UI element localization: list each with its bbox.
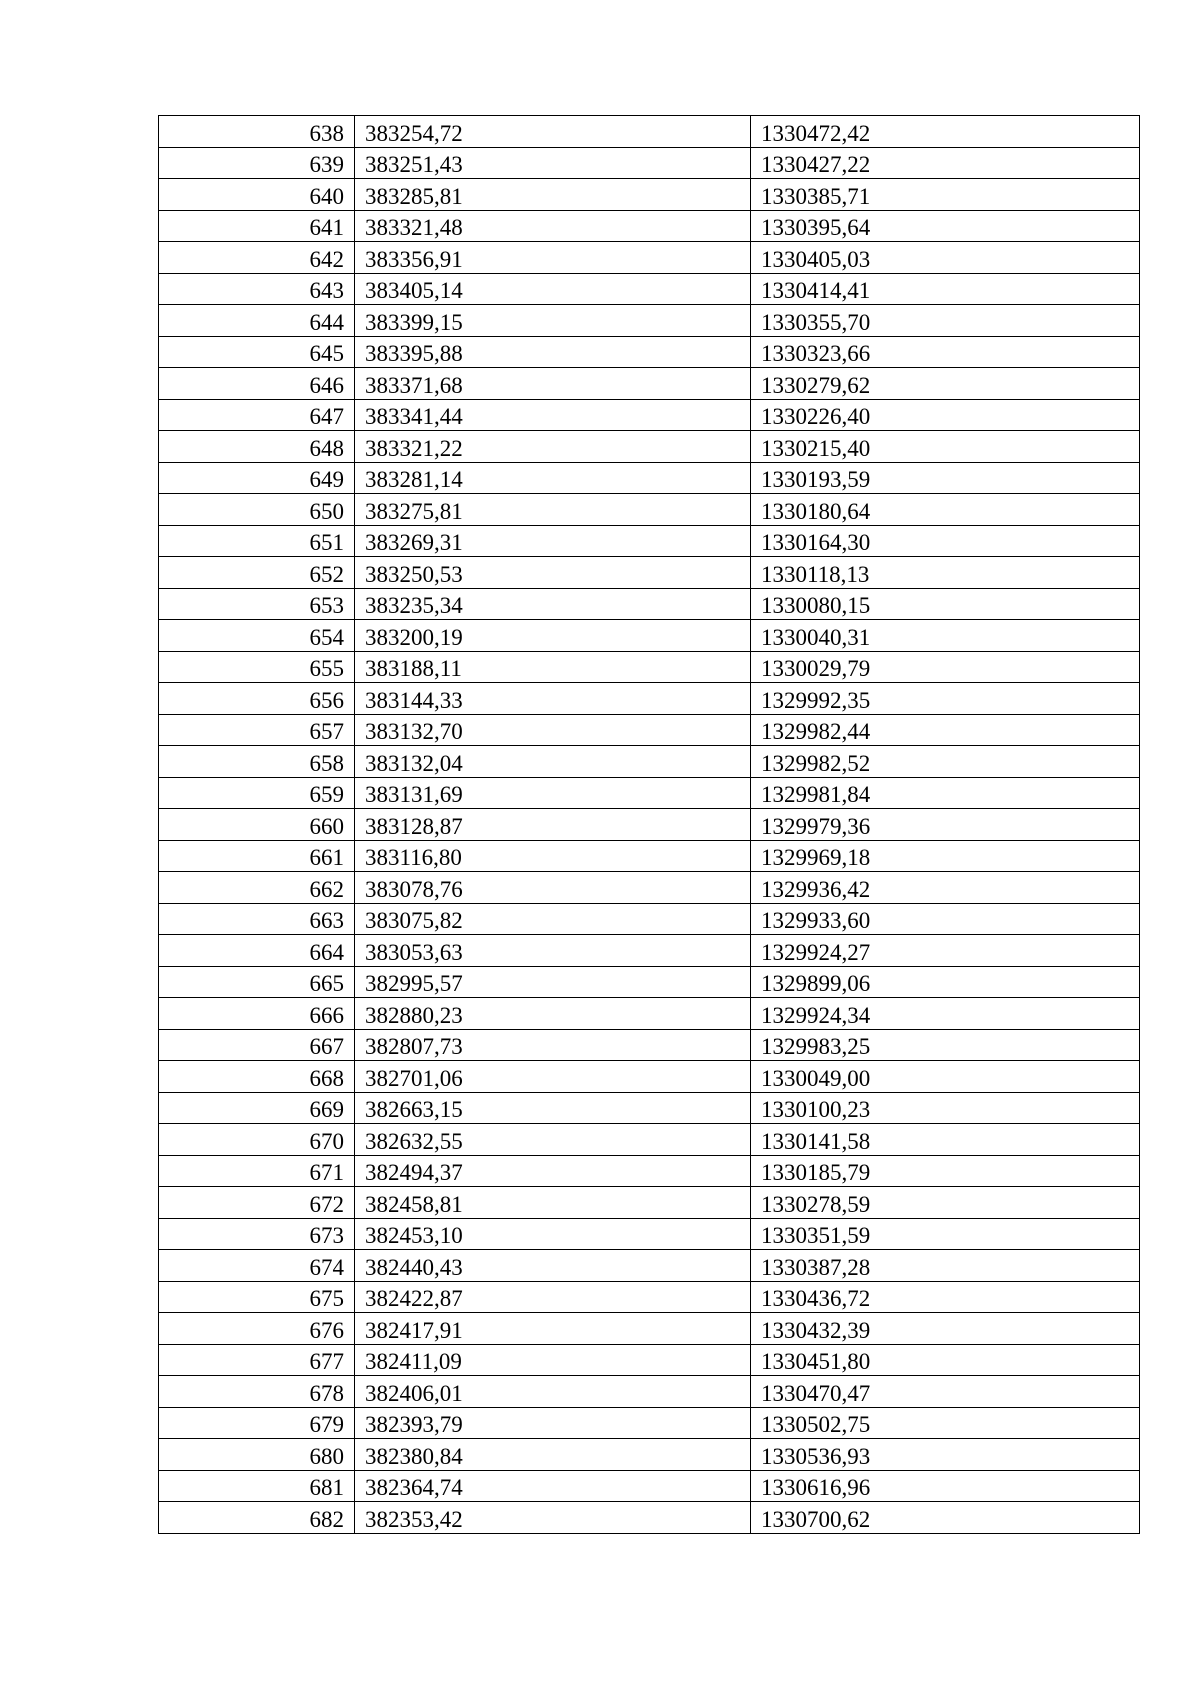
- x-coordinate-cell: 382364,74: [355, 1470, 751, 1502]
- point-number-cell: 665: [159, 966, 355, 998]
- point-number-cell: 677: [159, 1344, 355, 1376]
- table-row: [159, 1092, 1140, 1124]
- y-coordinate-cell: 1330387,28: [751, 1250, 1140, 1282]
- y-coordinate-cell: 1329924,27: [751, 935, 1140, 967]
- y-coordinate-cell: 1330536,93: [751, 1439, 1140, 1471]
- table-row: [159, 494, 1140, 526]
- point-number-cell: 656: [159, 683, 355, 715]
- y-coordinate-cell: 1330414,41: [751, 273, 1140, 305]
- point-number-cell: 673: [159, 1218, 355, 1250]
- point-number-cell: 661: [159, 840, 355, 872]
- point-number-cell: 671: [159, 1155, 355, 1187]
- x-coordinate-cell: 383254,72: [355, 116, 751, 148]
- coordinates-table-body: [159, 116, 1140, 1534]
- x-coordinate-cell: 382458,81: [355, 1187, 751, 1219]
- x-coordinate-cell: 383275,81: [355, 494, 751, 526]
- x-coordinate-cell: 382995,57: [355, 966, 751, 998]
- x-coordinate-cell: 383116,80: [355, 840, 751, 872]
- point-number-cell: 676: [159, 1313, 355, 1345]
- table-row: [159, 840, 1140, 872]
- y-coordinate-cell: 1330395,64: [751, 210, 1140, 242]
- x-coordinate-cell: 383250,53: [355, 557, 751, 589]
- point-number-cell: 647: [159, 399, 355, 431]
- table-row: [159, 242, 1140, 274]
- y-coordinate-cell: 1329982,52: [751, 746, 1140, 778]
- point-number-cell: 657: [159, 714, 355, 746]
- point-number-cell: 663: [159, 903, 355, 935]
- x-coordinate-cell: 383132,04: [355, 746, 751, 778]
- point-number-cell: 669: [159, 1092, 355, 1124]
- point-number-cell: 667: [159, 1029, 355, 1061]
- table-row: [159, 620, 1140, 652]
- table-row: [159, 935, 1140, 967]
- point-number-cell: 643: [159, 273, 355, 305]
- table-row: [159, 1502, 1140, 1534]
- x-coordinate-cell: 382417,91: [355, 1313, 751, 1345]
- y-coordinate-cell: 1330049,00: [751, 1061, 1140, 1093]
- point-number-cell: 653: [159, 588, 355, 620]
- table-row: [159, 1124, 1140, 1156]
- y-coordinate-cell: 1330502,75: [751, 1407, 1140, 1439]
- y-coordinate-cell: 1330226,40: [751, 399, 1140, 431]
- x-coordinate-cell: 383251,43: [355, 147, 751, 179]
- point-number-cell: 641: [159, 210, 355, 242]
- y-coordinate-cell: 1330185,79: [751, 1155, 1140, 1187]
- x-coordinate-cell: 383405,14: [355, 273, 751, 305]
- y-coordinate-cell: 1330385,71: [751, 179, 1140, 211]
- table-row: [159, 1061, 1140, 1093]
- point-number-cell: 652: [159, 557, 355, 589]
- point-number-cell: 644: [159, 305, 355, 337]
- y-coordinate-cell: 1330040,31: [751, 620, 1140, 652]
- y-coordinate-cell: 1330436,72: [751, 1281, 1140, 1313]
- table-row: [159, 1187, 1140, 1219]
- x-coordinate-cell: 383321,48: [355, 210, 751, 242]
- x-coordinate-cell: 383078,76: [355, 872, 751, 904]
- x-coordinate-cell: 383132,70: [355, 714, 751, 746]
- y-coordinate-cell: 1330451,80: [751, 1344, 1140, 1376]
- table-row: [159, 1439, 1140, 1471]
- point-number-cell: 674: [159, 1250, 355, 1282]
- y-coordinate-cell: 1330193,59: [751, 462, 1140, 494]
- point-number-cell: 682: [159, 1502, 355, 1534]
- x-coordinate-cell: 382880,23: [355, 998, 751, 1030]
- y-coordinate-cell: 1330405,03: [751, 242, 1140, 274]
- point-number-cell: 654: [159, 620, 355, 652]
- point-number-cell: 675: [159, 1281, 355, 1313]
- y-coordinate-cell: 1330470,47: [751, 1376, 1140, 1408]
- point-number-cell: 650: [159, 494, 355, 526]
- x-coordinate-cell: 382380,84: [355, 1439, 751, 1471]
- table-row: [159, 1029, 1140, 1061]
- x-coordinate-cell: 383341,44: [355, 399, 751, 431]
- y-coordinate-cell: 1329899,06: [751, 966, 1140, 998]
- y-coordinate-cell: 1330180,64: [751, 494, 1140, 526]
- x-coordinate-cell: 382393,79: [355, 1407, 751, 1439]
- y-coordinate-cell: 1330278,59: [751, 1187, 1140, 1219]
- point-number-cell: 642: [159, 242, 355, 274]
- point-number-cell: 648: [159, 431, 355, 463]
- table-row: [159, 305, 1140, 337]
- x-coordinate-cell: 383075,82: [355, 903, 751, 935]
- table-row: [159, 683, 1140, 715]
- y-coordinate-cell: 1330616,96: [751, 1470, 1140, 1502]
- x-coordinate-cell: 382406,01: [355, 1376, 751, 1408]
- table-row: [159, 462, 1140, 494]
- table-row: [159, 525, 1140, 557]
- table-row: [159, 1155, 1140, 1187]
- point-number-cell: 639: [159, 147, 355, 179]
- x-coordinate-cell: 383053,63: [355, 935, 751, 967]
- y-coordinate-cell: 1329933,60: [751, 903, 1140, 935]
- table-row: [159, 116, 1140, 148]
- table-row: [159, 714, 1140, 746]
- y-coordinate-cell: 1330432,39: [751, 1313, 1140, 1345]
- point-number-cell: 658: [159, 746, 355, 778]
- x-coordinate-cell: 382353,42: [355, 1502, 751, 1534]
- x-coordinate-cell: 382807,73: [355, 1029, 751, 1061]
- point-number-cell: 646: [159, 368, 355, 400]
- point-number-cell: 651: [159, 525, 355, 557]
- y-coordinate-cell: 1329992,35: [751, 683, 1140, 715]
- y-coordinate-cell: 1330351,59: [751, 1218, 1140, 1250]
- point-number-cell: 640: [159, 179, 355, 211]
- table-row: [159, 273, 1140, 305]
- x-coordinate-cell: 383321,22: [355, 431, 751, 463]
- x-coordinate-cell: 383128,87: [355, 809, 751, 841]
- table-row: [159, 1218, 1140, 1250]
- x-coordinate-cell: 383285,81: [355, 179, 751, 211]
- y-coordinate-cell: 1330080,15: [751, 588, 1140, 620]
- table-row: [159, 966, 1140, 998]
- point-number-cell: 649: [159, 462, 355, 494]
- y-coordinate-cell: 1330100,23: [751, 1092, 1140, 1124]
- table-row: [159, 998, 1140, 1030]
- table-row: [159, 336, 1140, 368]
- table-row: [159, 399, 1140, 431]
- x-coordinate-cell: 382632,55: [355, 1124, 751, 1156]
- y-coordinate-cell: 1330427,22: [751, 147, 1140, 179]
- y-coordinate-cell: 1329981,84: [751, 777, 1140, 809]
- point-number-cell: 655: [159, 651, 355, 683]
- point-number-cell: 668: [159, 1061, 355, 1093]
- x-coordinate-cell: 383188,11: [355, 651, 751, 683]
- table-row: [159, 1344, 1140, 1376]
- y-coordinate-cell: 1330164,30: [751, 525, 1140, 557]
- y-coordinate-cell: 1329983,25: [751, 1029, 1140, 1061]
- point-number-cell: 670: [159, 1124, 355, 1156]
- y-coordinate-cell: 1330118,13: [751, 557, 1140, 589]
- x-coordinate-cell: 382453,10: [355, 1218, 751, 1250]
- x-coordinate-cell: 383356,91: [355, 242, 751, 274]
- table-row: [159, 777, 1140, 809]
- point-number-cell: 664: [159, 935, 355, 967]
- point-number-cell: 666: [159, 998, 355, 1030]
- y-coordinate-cell: 1329979,36: [751, 809, 1140, 841]
- y-coordinate-cell: 1329982,44: [751, 714, 1140, 746]
- point-number-cell: 645: [159, 336, 355, 368]
- y-coordinate-cell: 1330215,40: [751, 431, 1140, 463]
- table-row: [159, 179, 1140, 211]
- y-coordinate-cell: 1330472,42: [751, 116, 1140, 148]
- point-number-cell: 660: [159, 809, 355, 841]
- point-number-cell: 662: [159, 872, 355, 904]
- point-number-cell: 678: [159, 1376, 355, 1408]
- coordinates-table: [158, 115, 1140, 1534]
- point-number-cell: 672: [159, 1187, 355, 1219]
- table-row: [159, 872, 1140, 904]
- y-coordinate-cell: 1329924,34: [751, 998, 1140, 1030]
- point-number-cell: 659: [159, 777, 355, 809]
- x-coordinate-cell: 382411,09: [355, 1344, 751, 1376]
- x-coordinate-cell: 383281,14: [355, 462, 751, 494]
- table-row: [159, 1250, 1140, 1282]
- x-coordinate-cell: 383144,33: [355, 683, 751, 715]
- table-row: [159, 1281, 1140, 1313]
- point-number-cell: 680: [159, 1439, 355, 1471]
- x-coordinate-cell: 382440,43: [355, 1250, 751, 1282]
- table-row: [159, 903, 1140, 935]
- table-row: [159, 809, 1140, 841]
- y-coordinate-cell: 1330141,58: [751, 1124, 1140, 1156]
- point-number-cell: 638: [159, 116, 355, 148]
- table-row: [159, 431, 1140, 463]
- table-row: [159, 1313, 1140, 1345]
- x-coordinate-cell: 383131,69: [355, 777, 751, 809]
- y-coordinate-cell: 1329936,42: [751, 872, 1140, 904]
- table-row: [159, 147, 1140, 179]
- x-coordinate-cell: 383235,34: [355, 588, 751, 620]
- x-coordinate-cell: 383269,31: [355, 525, 751, 557]
- y-coordinate-cell: 1329969,18: [751, 840, 1140, 872]
- table-row: [159, 368, 1140, 400]
- y-coordinate-cell: 1330700,62: [751, 1502, 1140, 1534]
- x-coordinate-cell: 382701,06: [355, 1061, 751, 1093]
- y-coordinate-cell: 1330323,66: [751, 336, 1140, 368]
- y-coordinate-cell: 1330279,62: [751, 368, 1140, 400]
- x-coordinate-cell: 382663,15: [355, 1092, 751, 1124]
- table-row: [159, 210, 1140, 242]
- y-coordinate-cell: 1330355,70: [751, 305, 1140, 337]
- table-row: [159, 746, 1140, 778]
- x-coordinate-cell: 383200,19: [355, 620, 751, 652]
- x-coordinate-cell: 383399,15: [355, 305, 751, 337]
- x-coordinate-cell: 383395,88: [355, 336, 751, 368]
- point-number-cell: 681: [159, 1470, 355, 1502]
- table-row: [159, 651, 1140, 683]
- table-row: [159, 588, 1140, 620]
- y-coordinate-cell: 1330029,79: [751, 651, 1140, 683]
- table-row: [159, 557, 1140, 589]
- table-row: [159, 1407, 1140, 1439]
- table-row: [159, 1470, 1140, 1502]
- x-coordinate-cell: 382494,37: [355, 1155, 751, 1187]
- table-row: [159, 1376, 1140, 1408]
- x-coordinate-cell: 383371,68: [355, 368, 751, 400]
- point-number-cell: 679: [159, 1407, 355, 1439]
- x-coordinate-cell: 382422,87: [355, 1281, 751, 1313]
